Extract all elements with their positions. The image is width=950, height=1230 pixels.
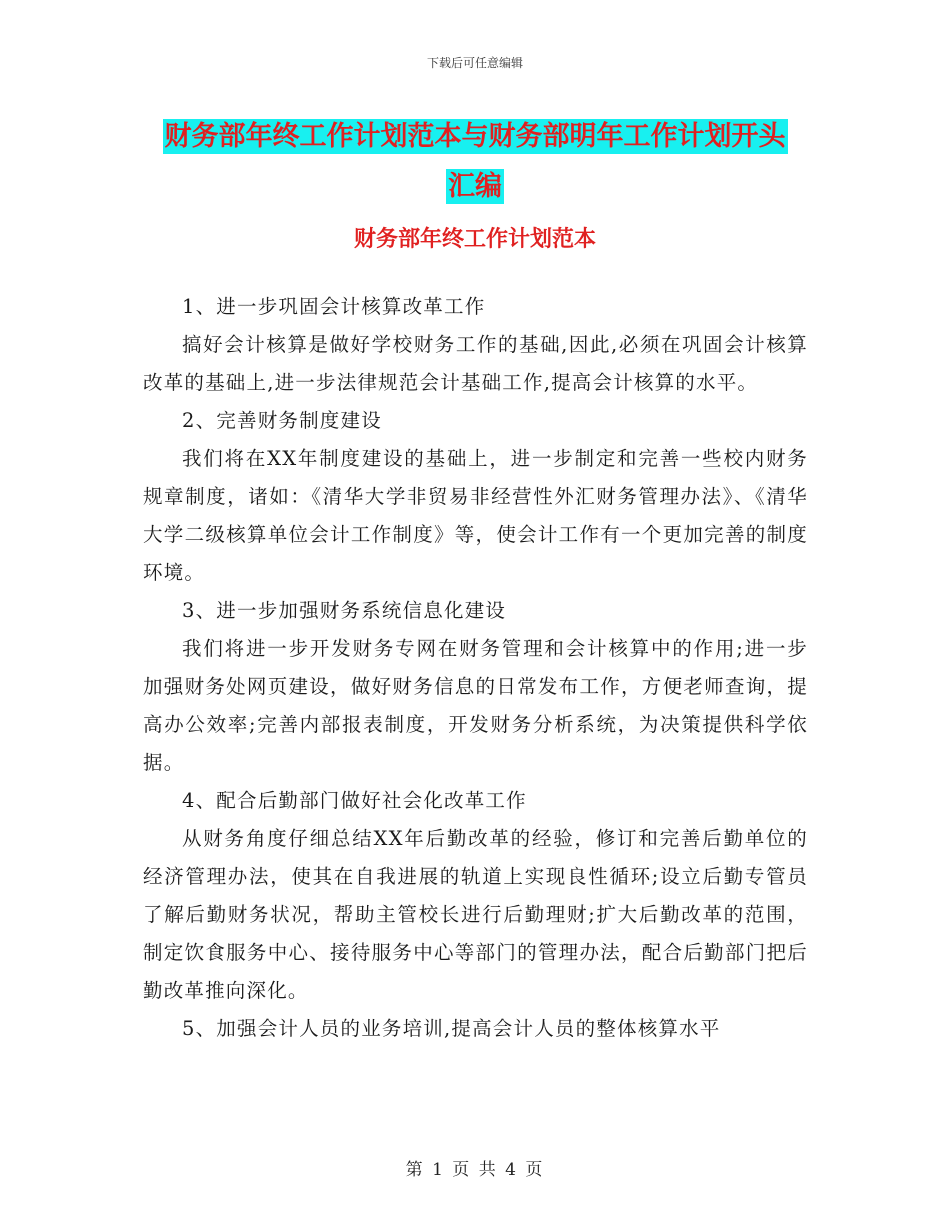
- paragraph-item-3-heading: 3、进一步加强财务系统信息化建设: [182, 599, 507, 622]
- paragraph: 我们将进一步开发财务专网在财务管理和会计核算中的作用;进一步加强财务处网页建设，做好财务信息的日常发布工作，方便老师查询，提高办公效率;完善内部报表制度，开发财务分析系统，为决策提供科学依据。: [143, 637, 808, 774]
- header-note: 下载后可任意编辑: [426, 56, 523, 70]
- paragraph-item-1-heading: 1、进一步巩固会计核算改革工作: [182, 295, 486, 318]
- paragraph: 搞好会计核算是做好学校财务工作的基础,因此,必须在巩固会计核算改革的基础上,进一步法律规范会计基础工作,提高会计核算的水平。: [143, 333, 808, 394]
- section-title: 财务部年终工作计划范本: [353, 227, 596, 252]
- paragraph-item-2-heading: 2、完善财务制度建设: [182, 409, 382, 432]
- document-title: [140, 112, 810, 212]
- document-body: [143, 288, 808, 1048]
- paragraph-item-4-heading: 4、配合后勤部门做好社会化改革工作: [182, 789, 527, 812]
- document-title-line-2: 汇编: [448, 171, 502, 202]
- page-footer: 第 1 页 共 4 页: [405, 1160, 545, 1180]
- paragraph: 从财务角度仔细总结XX年后勤改革的经验，修订和完善后勤单位的经济管理办法，使其在自我进展的轨道上实现良性循环;设立后勤专管员了解后勤财务状况，帮助主管校长进行后勤理财;扩大后勤改革的范围，制定饮食服务中心、接待服务中心等部门的管理办法，配合后勤部门把后勤改革推向深化。: [143, 827, 808, 1002]
- document-title-line-1: 财务部年终工作计划范本与财务部明年工作计划开头: [164, 121, 786, 152]
- paragraph: 我们将在XX年制度建设的基础上，进一步制定和完善一些校内财务规章制度，诸如：《清华大学非贸易非经营性外汇财务管理办法》、《清华大学二级核算单位会计工作制度》等，使会计工作有一个更加完善的制度环境。: [143, 447, 808, 584]
- paragraph-item-5-heading: 5、加强会计人员的业务培训,提高会计人员的整体核算水平: [182, 1017, 721, 1040]
